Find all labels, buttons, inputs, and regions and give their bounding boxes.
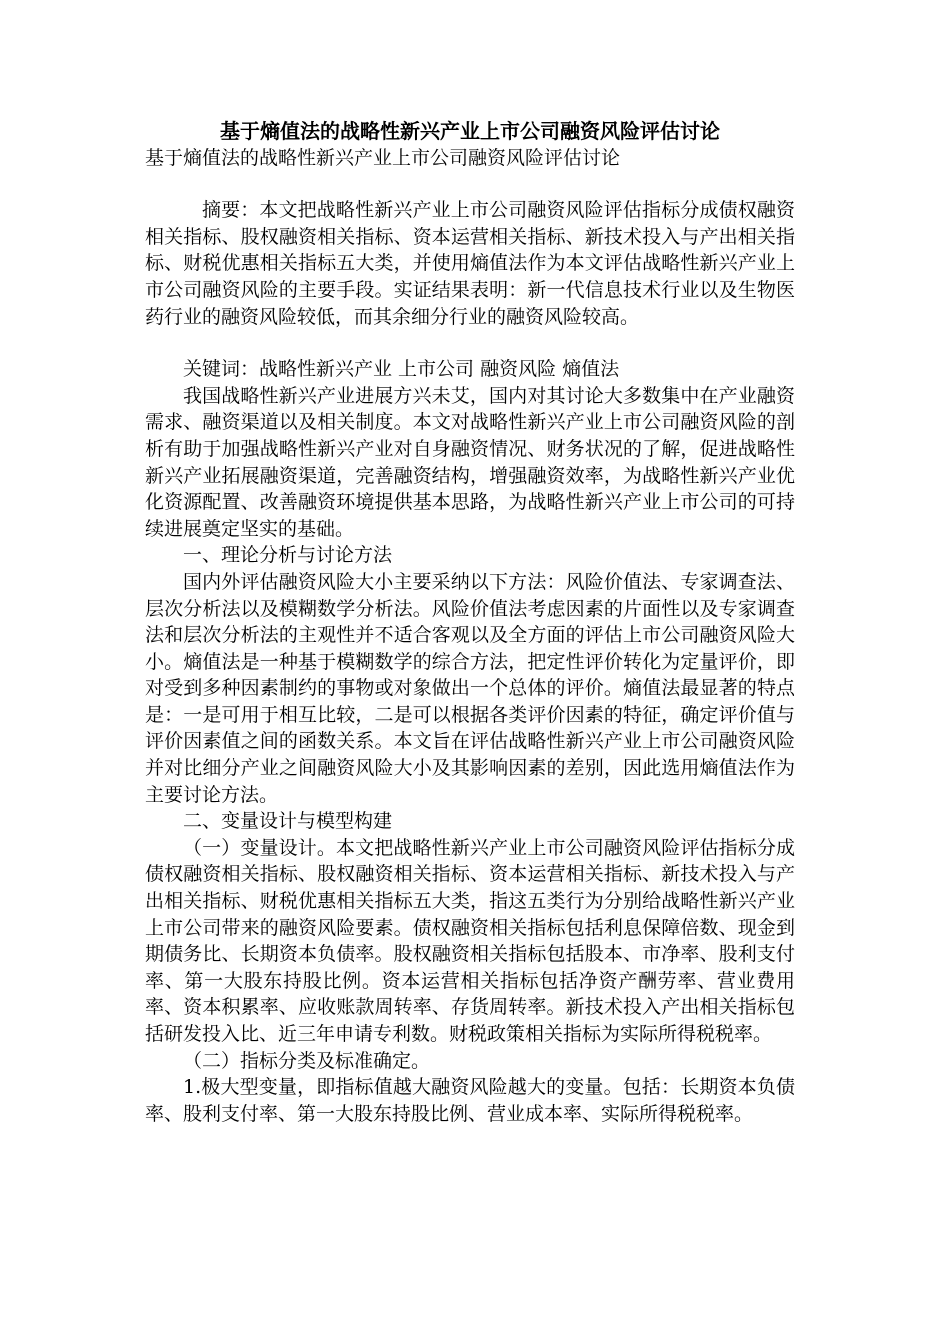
section-heading-2: 二、变量设计与模型构建 [183,810,393,833]
keywords-line: 关键词：战略性新兴产业 上市公司 融资风险 熵值法 [183,358,620,381]
subsection-heading: （二）指标分类及标准确定。 [183,1049,431,1072]
intro-paragraph: 我国战略性新兴产业进展方兴未艾，国内对其讨论大多数集中在产业融资需求、融资渠道以及相关制度。本文对战略性新兴产业上市公司融资风险的剖析有助于加强战略性新兴产业对自身融资情况、财务状况的了解，促进战略性新兴产业拓展融资渠道，完善融资结构，增强融资效率，为战略性新兴产业优化资源配置、改善融资环境提供基本思路，为战略性新兴产业上市公司的可持续进展奠定坚实的基础。 [145,384,795,540]
abstract-paragraph: 摘要：本文把战略性新兴产业上市公司融资风险评估指标分成债权融资相关指标、股权融资相关指标、资本运营相关指标、新技术投入与产出相关指标、财税优惠相关指标五大类，并使用熵值法作为本文评估战略性新兴产业上市公司融资风险的主要手段。实证结果表明：新一代信息技术行业以及生物医药行业的融资风险较低，而其余细分行业的融资风险较高。 [145,199,795,328]
document-subtitle: 基于熵值法的战略性新兴产业上市公司融资风险评估讨论 [145,146,621,169]
methods-paragraph: 国内外评估融资风险大小主要采纳以下方法：风险价值法、专家调查法、层次分析法以及模糊数学分析法。风险价值法考虑因素的片面性以及专家调查法和层次分析法的主观性并不适合客观以及全方面的评估上市公司融资风险大小。熵值法是一种基于模糊数学的综合方法，把定性评价转化为定量评价，即对受到多种因素制约的事物或对象做出一个总体的评价。熵值法最显著的特点是：一是可用于相互比较，二是可以根据各类评价因素的特征，确定评价值与评价因素值之间的函数关系。本文旨在评估战略性新兴产业上市公司融资风险并对比细分产业之间融资风险大小及其影响因素的差别，因此选用熵值法作为主要讨论方法。 [145,570,795,806]
variable-design-paragraph: （一）变量设计。本文把战略性新兴产业上市公司融资风险评估指标分成债权融资相关指标、股权融资相关指标、资本运营相关指标、新技术投入与产出相关指标、财税优惠相关指标五大类，指这五类行为分别给战略性新兴产业上市公司带来的融资风险要素。债权融资相关指标包括利息保障倍数、现金到期债务比、长期资本负债率。股权融资相关指标包括股本、市净率、股利支付率、第一大股东持股比例。资本运营相关指标包括净资产酬劳率、营业费用率、资本积累率、应收账款周转率、存货周转率。新技术投入产出相关指标包括研发投入比、近三年申请专利数。财税政策相关指标为实际所得税税率。 [145,836,795,1045]
section-heading-1: 一、理论分析与讨论方法 [183,544,393,567]
document-title: 基于熵值法的战略性新兴产业上市公司融资风险评估讨论 [220,119,720,143]
maximal-variable-paragraph: 1.极大型变量，即指标值越大融资风险越大的变量。包括：长期资本负债率、股利支付率、第一大股东持股比例、营业成本率、实际所得税税率。 [145,1076,795,1125]
document-page [145,118,795,1127]
